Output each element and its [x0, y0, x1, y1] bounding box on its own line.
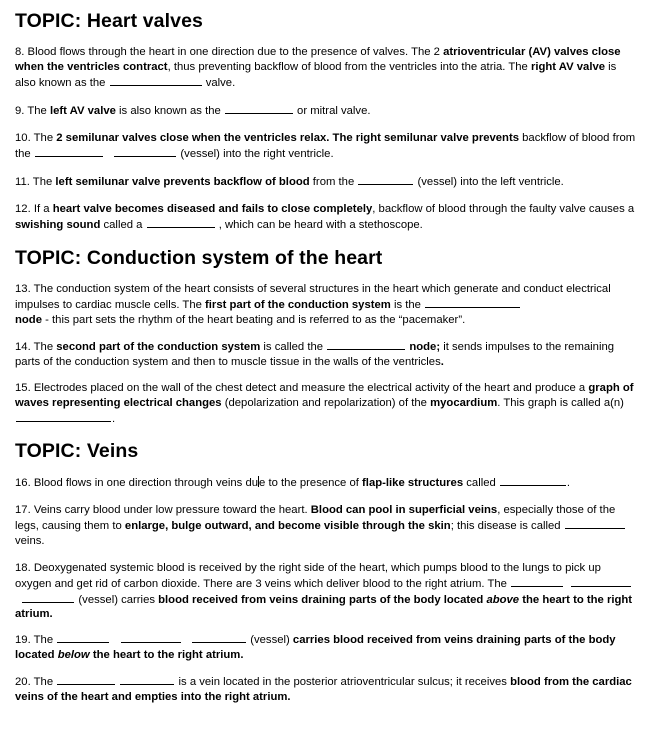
- q18-text-a: 18. Deoxygenated systemic blood is received by the right side of the heart, which pumps blood to the lungs to pick up oxygen and get rid of carbon dioxide. There are 3 veins which deliver blood to the right atrium. The: [15, 562, 601, 590]
- q19-text-b: (vessel): [247, 634, 293, 646]
- answer-blank[interactable]: [358, 174, 413, 185]
- answer-blank[interactable]: [35, 146, 103, 157]
- q16-text-b: e to the presence of: [259, 477, 363, 489]
- q19-bold-e: the heart to the right atrium.: [89, 648, 244, 661]
- answer-blank[interactable]: [110, 75, 202, 86]
- q17-bold-b: Blood can pool in superficial veins: [310, 504, 498, 516]
- answer-blank[interactable]: [147, 217, 215, 228]
- q13-text-c: is the: [390, 298, 425, 311]
- q11-text-d: (vessel) into the left ventricle.: [414, 176, 564, 188]
- q15-text-a: 15. Electrodes placed on the wall of the chest detect and measure the electrical activity of the heart and produce a: [15, 382, 589, 394]
- question-8: [15, 45, 637, 90]
- section-title-veins: TOPIC: Veins: [15, 440, 139, 462]
- q11-text-a: 11. The: [15, 176, 56, 188]
- q16-text-a: 16. Blood flows in one direction through veins du: [15, 477, 259, 489]
- question-9: [15, 103, 637, 119]
- q20-text-b: is a vein located in the posterior atrioventricular sulcus; it receives: [175, 676, 511, 688]
- answer-blank[interactable]: [327, 339, 405, 350]
- question-17: [15, 503, 637, 548]
- q9-bold-b: left AV valve: [49, 105, 116, 117]
- answer-blank[interactable]: [16, 411, 111, 422]
- q16-text-d: called: [463, 477, 499, 489]
- answer-blank[interactable]: [192, 632, 246, 643]
- answer-blank[interactable]: [225, 103, 293, 114]
- q18-text-b: (vessel) carries: [75, 593, 159, 606]
- question-10: [15, 131, 637, 162]
- q8-bold-b: atrioventricular (AV) valves close when the ventricles contract: [15, 46, 621, 73]
- q16-bold-c: flap-like structures: [362, 477, 464, 489]
- q8-text-f: valve.: [202, 76, 236, 89]
- q18-bold-e: the heart to the right atrium.: [15, 593, 633, 621]
- q17-text-c: , especially those of the legs, causing them to: [15, 504, 616, 532]
- q8-text-a: 8. Blood flows through the heart in one direction due to the presence of valves. The 2: [15, 46, 444, 58]
- q17-bold-d: enlarge, bulge outward, and become visible through the skin: [124, 519, 451, 532]
- q14-bold-b: second part of the conduction system: [56, 341, 261, 353]
- answer-blank[interactable]: [571, 576, 631, 587]
- q10-text-c: backflow of blood from the: [15, 132, 636, 160]
- question-15: [15, 381, 637, 426]
- question-20: [15, 674, 637, 705]
- answer-blank[interactable]: [57, 674, 115, 685]
- answer-blank[interactable]: [565, 518, 625, 529]
- q13-bold-d: node: [15, 313, 42, 326]
- q15-text-f: .: [112, 412, 116, 425]
- answer-blank[interactable]: [425, 297, 520, 308]
- q20-text-a: 20. The: [15, 676, 57, 688]
- answer-blank[interactable]: [114, 146, 176, 157]
- answer-blank[interactable]: [121, 632, 181, 643]
- q14-text-e: it sends impulses to the remaining parts of the conduction system and then to muscle tissue in the walls of the ventricles: [15, 341, 615, 368]
- q15-bold-b: graph of waves representing electrical changes: [15, 382, 634, 409]
- q19-bold-c: carries blood received from veins draining parts of the body located: [15, 634, 616, 661]
- q18-bold-c: blood received from veins draining parts of the body located: [158, 593, 487, 606]
- q13-text-e: - this part sets the rhythm of the heart beating and is referred to as the “pacemaker”.: [42, 313, 466, 326]
- question-11: [15, 174, 637, 190]
- q12-text-f: , which can be heard with a stethoscope.: [215, 218, 423, 231]
- q20-bold-c: blood from the cardiac veins of the heart and empties into the right atrium.: [15, 676, 632, 703]
- q14-bold-d: node;: [406, 341, 441, 353]
- answer-blank[interactable]: [57, 632, 109, 643]
- q9-text-d: or mitral valve.: [293, 105, 371, 117]
- section-title-conduction-system: TOPIC: Conduction system of the heart: [15, 247, 383, 269]
- q15-text-c: (depolarization and repolarization) of the: [221, 396, 431, 409]
- q10-text-a: 10. The: [15, 132, 57, 144]
- q12-text-a: 12. If a: [15, 203, 53, 215]
- q9-text-c: is also known as the: [115, 105, 224, 117]
- q12-bold-b: heart valve becomes diseased and fails to close completely: [52, 203, 373, 215]
- answer-blank[interactable]: [22, 592, 74, 603]
- question-19: [15, 632, 637, 663]
- q14-text-a: 14. The: [15, 341, 57, 353]
- question-13: [15, 282, 637, 327]
- q15-text-e: . This graph is called a(n): [497, 396, 624, 409]
- q19-text-a: 19. The: [15, 634, 57, 646]
- q19-italic-d: below: [57, 648, 90, 661]
- q13-bold-b: first part of the conduction system: [205, 298, 391, 311]
- q12-text-e: called a: [100, 218, 146, 231]
- question-16: [15, 475, 637, 491]
- q11-text-c: from the: [309, 176, 358, 188]
- q15-bold-d: myocardium: [430, 396, 498, 409]
- q12-bold-d: swishing sound: [15, 218, 101, 231]
- q14-bold-f: .: [440, 355, 444, 368]
- q11-bold-b: left semilunar valve prevents backflow of blood: [55, 176, 310, 188]
- q13-text-a: 13. The conduction system of the heart consists of several structures in the heart which generate and conduct electrical impulses to cardiac muscle cells. The: [15, 283, 611, 311]
- q17-text-e: ; this disease is called: [450, 519, 564, 532]
- q10-bold-b: 2 semilunar valves close when the ventricles relax. The right semilunar valve prevents: [56, 132, 520, 144]
- question-18: [15, 561, 637, 622]
- q9-text-a: 9. The: [15, 105, 50, 117]
- q8-text-c: , thus preventing backflow of blood from the ventricles into the atria. The: [167, 60, 531, 73]
- q16-text-e: .: [566, 477, 571, 489]
- answer-blank[interactable]: [120, 674, 174, 685]
- question-12: [15, 202, 637, 233]
- q17-text-a: 17. Veins carry blood under low pressure toward the heart.: [15, 504, 311, 516]
- q12-text-c: , backflow of blood through the faulty valve causes a: [372, 203, 635, 215]
- q18-italic-d: above: [486, 593, 520, 606]
- q8-text-e: is also known as the: [15, 60, 617, 89]
- section-title-heart-valves: TOPIC: Heart valves: [15, 10, 203, 32]
- q8-bold-d: right AV valve: [530, 60, 606, 73]
- answer-blank[interactable]: [511, 576, 563, 587]
- q14-text-c: is called the: [260, 341, 327, 353]
- q17-text-f: veins.: [15, 534, 45, 547]
- q10-text-d: (vessel) into the right ventricle.: [177, 147, 334, 160]
- question-14: [15, 339, 637, 370]
- answer-blank[interactable]: [500, 475, 566, 486]
